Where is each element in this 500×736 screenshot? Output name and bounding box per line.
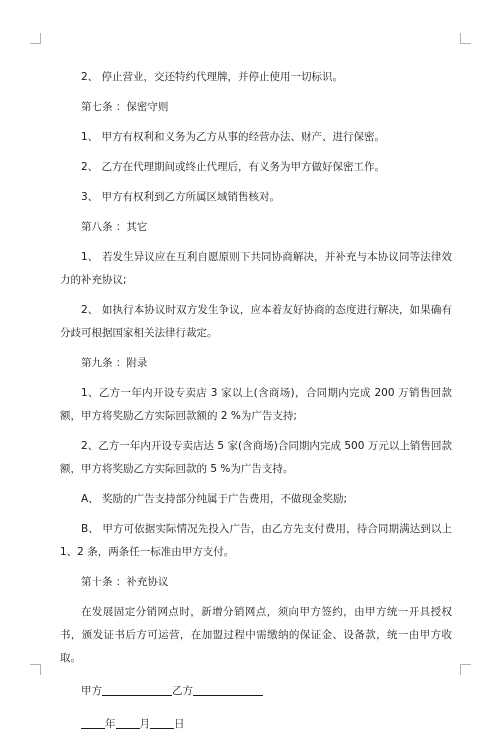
paragraph: 在发展固定分销网点时，新增分销网点，须向甲方签约，由甲方统一开具授权书，颁发证书后方可运营，在加盟过程中需缴纳的保证金、设备款，统一由甲方收取。 [60, 606, 452, 664]
crop-mark-top-right [460, 33, 471, 44]
party-a-label: 甲方 [81, 685, 102, 697]
date-line [60, 713, 452, 736]
paragraph: 3、 甲方有权利到乙方所属区域销售核对。 [81, 191, 281, 203]
paragraph: 2、乙方一年内开设专卖店达 5 家(含商场)合同期内完成 500 万元以上销售回款额，甲方将奖励乙方实际回款的 5 %为广告支持。 [60, 440, 452, 475]
party-b-label: 乙方 [172, 685, 193, 697]
document-body [60, 66, 452, 736]
paragraph: 2、 如执行本协议时双方发生争议，应本着友好协商的态度进行解决，如果确有分歧可根据国家相关法律行裁定。 [60, 304, 452, 339]
day-blank [150, 714, 174, 729]
month-label: 月 [139, 718, 150, 730]
year-label: 年 [105, 718, 116, 730]
section-heading: 第十条 ：补充协议 [81, 576, 169, 588]
year-blank [81, 714, 105, 729]
party-b-blank [193, 681, 263, 696]
month-blank [116, 714, 140, 729]
paragraph: 1、乙方一年内开设专卖店 3 家以上(含商场)，合同期内完成 200 万销售回款额，甲方将奖励乙方实际回款额的 2 %为广告支持; [60, 387, 452, 422]
paragraph: 2、 停止营业，交还特约代理牌，并停止使用一切标识。 [81, 71, 344, 83]
paragraph: A、 奖励的广告支持部分纯属于广告费用，不做现金奖励; [81, 493, 348, 505]
section-heading: 第八条 ：其它 [81, 221, 148, 233]
crop-mark-bottom-left [30, 664, 41, 675]
paragraph: 2、 乙方在代理期间或终止代理后，有义务为甲方做好保密工作。 [81, 161, 386, 173]
paragraph: 1、 甲方有权利和义务为乙方从事的经营办法、财产、进行保密。 [81, 131, 386, 143]
crop-mark-top-left [30, 33, 41, 44]
paragraph: 1、 若发生异议应在互利自愿原则下共同协商解决，并补充与本协议同等法律效力的补充协议; [60, 251, 452, 286]
section-heading: 第九条 ：附录 [81, 357, 148, 369]
party-a-blank [102, 681, 172, 696]
section-heading: 第七条 ：保密守则 [81, 101, 169, 113]
paragraph: B、 甲方可依据实际情况先投入广告，由乙方先支付费用，待合同期满达到以上 1、2 条，两条任一标准由甲方支付。 [60, 523, 452, 558]
day-label: 日 [174, 718, 185, 730]
crop-mark-bottom-right [460, 664, 471, 675]
signature-line [60, 680, 452, 703]
